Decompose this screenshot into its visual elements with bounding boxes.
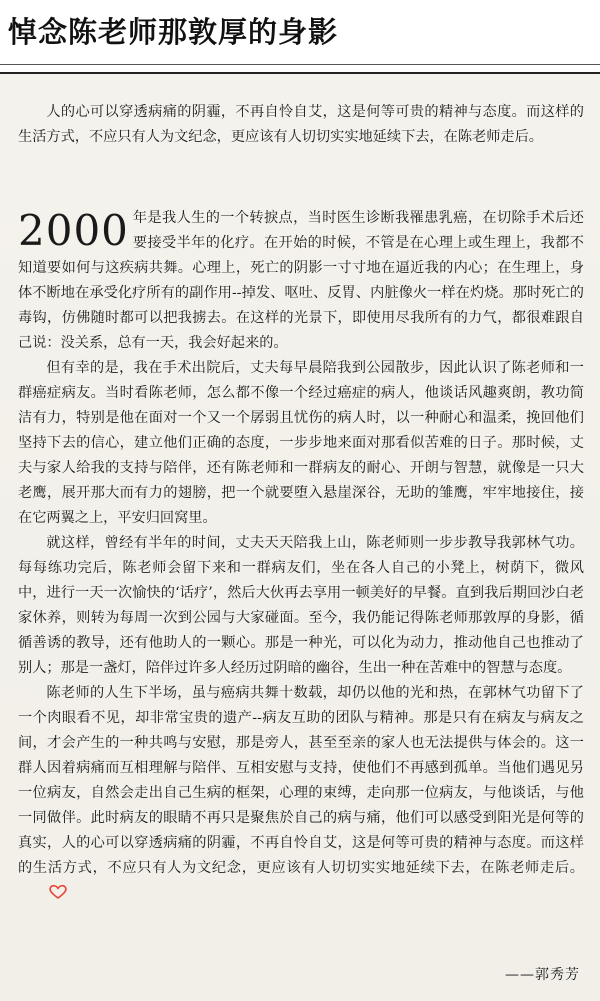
intro-paragraph: 人的心可以穿透病痛的阴霾，不再自怜自艾，这是何等可贵的精神与态度。而这样的生活方式，不应只有人为文纪念，更应该有人切切实实地延续下去，在陈老师走后。 <box>18 104 584 145</box>
article-title: 悼念陈老师那敦厚的身影 <box>8 15 339 49</box>
article-body <box>18 206 584 909</box>
dropcap-year: 2000 <box>18 206 129 255</box>
paragraph-4-text: 陈老师的人生下半场，虽与癌病共舞十数载，却仍以他的光和热，在郭林气功留下了一个肉眼看不见，却非常宝贵的遗产--病友互助的团队与精神。那是只有在病友与病友之间，才会产生的一种共鸣与安慰，那是旁人，甚至至亲的家人也无法提供与体会的。这一群人因着病痛而互相理解与陪伴、互相安慰与支持，使他们不再感到孤单。当他们遇见另一位病友，自然会走出自己生病的框架，心理的束缚，走向那一位病友，与他谈话，与他一同做伴。此时病友的眼睛不再只是聚焦於自己的病与痛，他们可以感受到阳光是何等的真实，人的心可以穿透病痛的阴霾，不再自怜自艾，这是何等可贵的精神与态度。而这样的生活方式，不应只有人为文纪念，更应该有人切切实实地延续下去，在陈老师走后。 <box>18 685 584 876</box>
author-signature: ——郭秀芳 <box>505 967 580 983</box>
paragraph-1-text: 年是我人生的一个转捩点，当时医生诊断我罹患乳癌，在切除手术后还要接受半年的化疗。在开始的时候，不管是在心理上或生理上，我都不知道要如何与这疾病共舞。心理上，死亡的阴影一寸寸地在逼近我的内心；在生理上，身体不断地在承受化疗所有的副作用--掉发、呕吐、反胃、内脏像火一样在灼烧。那时死亡的毒钩，仿佛随时都可以把我掳去。在这样的光景下，即使用尽我所有的力气，都很难跟自己说：没关系，总有一天，我会好起来的。 <box>18 210 584 351</box>
paragraph-1 <box>18 206 584 356</box>
paragraph-4 <box>18 681 584 909</box>
paragraph-2: 但有幸的是，我在手术出院后，丈夫每早晨陪我到公园散步，因此认识了陈老师和一群癌症病友。当时看陈老师，怎么都不像一个经过癌症的病人，他谈话风趣爽朗，教功简洁有力，特别是他在面对一个又一个孱弱且忧伤的病人时，以一种耐心和温柔，挽回他们坚持下去的信心，建立他们正确的态度，一步步地来面对那看似苦难的日子。那时候，丈夫与家人给我的支持与陪伴，还有陈老师和一群病友的耐心、开朗与智慧，就像是一只大老鹰，展开那大而有力的翅膀，把一个就要堕入悬崖深谷，无助的雏鹰，牢牢地接住，接在它两翼之上，平安归回窝里。 <box>18 360 584 526</box>
header-bar <box>0 0 600 74</box>
heart-icon <box>20 884 68 909</box>
paragraph-3: 就这样，曾经有半年的时间，丈夫天天陪我上山，陈老师则一步步教导我郭林气功。每每练功完后，陈老师会留下来和一群病友们，坐在各人自己的小凳上，树荫下，微风中，进行一天一次愉快的‘话疗’，然后大伙再去享用一顿美好的早餐。直到我后期回沙白老家休养，则转为每周一次到公园与大家碰面。至今，我仍能记得陈老师那敦厚的身影，循循善诱的教导，还有他助人的一颗心。那是一种光，可以化为动力，推动他自己也推动了别人；那是一盏灯，陪伴过许多人经历过阴暗的幽谷，生出一种在苦难中的智慧与态度。 <box>18 535 584 676</box>
header-divider <box>0 64 600 65</box>
